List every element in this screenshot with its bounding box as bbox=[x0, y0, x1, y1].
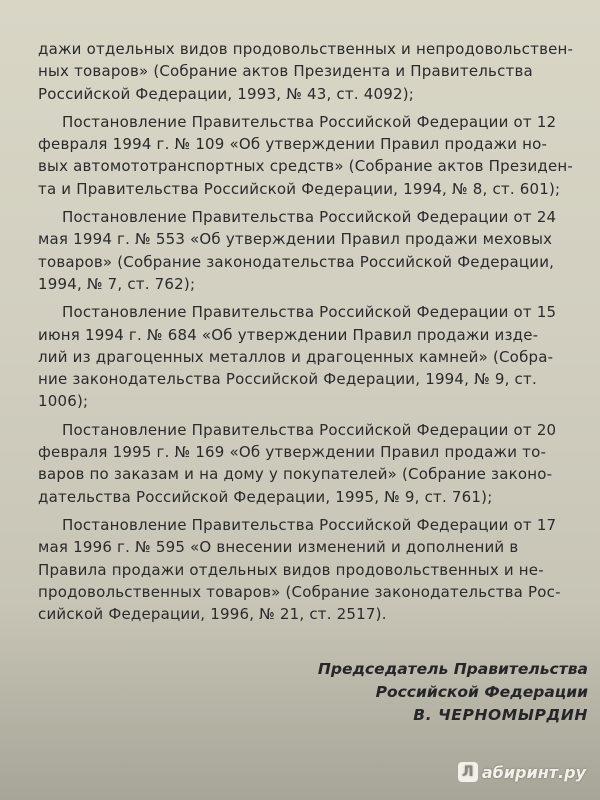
text-line: февраля 1995 г. № 169 «Об утверждении Правил продажи то- bbox=[38, 443, 547, 462]
text-line: дательства Российской Федерации, 1995, № 9, ст. 761); bbox=[38, 487, 493, 506]
labirint-logo-icon: Л bbox=[458, 762, 478, 782]
document-body bbox=[38, 38, 593, 625]
text-line: Постановление Правительства Российской Федерации от 15 bbox=[62, 303, 557, 322]
signature-title-line-2: Российской Федерации bbox=[375, 683, 588, 701]
text-line: ние законодательства Российской Федерации, 1994, № 9, ст. bbox=[38, 370, 537, 389]
text-line: мая 1996 г. № 595 «О внесении изменений и дополнений в bbox=[38, 538, 519, 557]
paragraph-6 bbox=[38, 514, 593, 625]
text-line: лий из драгоценных металлов и драгоценных камней» (Собра- bbox=[38, 347, 554, 366]
text-line: сийской Федерации, 1996, № 21, ст. 2517). bbox=[38, 605, 387, 624]
signature-block bbox=[318, 658, 588, 727]
text-line: июня 1994 г. № 684 «Об утверждении Правил продажи изде- bbox=[38, 325, 539, 344]
text-line: мая 1994 г. № 553 «Об утверждении Правил продажи меховых bbox=[38, 230, 553, 249]
text-line: Российской Федерации, 1993, № 43, ст. 4092); bbox=[38, 84, 415, 103]
text-line: 1994, № 7, ст. 762); bbox=[38, 274, 196, 293]
paragraph-3 bbox=[38, 206, 593, 295]
text-line: Постановление Правительства Российской Федерации от 24 bbox=[62, 208, 557, 227]
text-line: та и Правительства Российской Федерации, 1994, № 8, ст. 601); bbox=[38, 179, 561, 198]
text-line: ных товаров» (Собрание актов Президента и Правительства bbox=[38, 62, 533, 81]
text-line: вых автомототранспортных средств» (Собрание актов Президен- bbox=[38, 157, 574, 176]
watermark bbox=[458, 762, 586, 782]
text-line: Постановление Правительства Российской Федерации от 17 bbox=[62, 515, 557, 534]
watermark-text: абиринт.ру bbox=[481, 762, 586, 782]
text-line: 1006); bbox=[38, 392, 89, 411]
text-line: февраля 1994 г. № 109 «Об утверждении Правил продажи но- bbox=[38, 135, 548, 154]
text-line: дажи отдельных видов продовольственных и непродовольствен- bbox=[38, 40, 574, 58]
text-line: Постановление Правительства Российской Федерации от 12 bbox=[62, 112, 557, 131]
text-line: продовольственных товаров» (Собрание законодательства Рос- bbox=[38, 582, 561, 601]
paragraph-2 bbox=[38, 111, 593, 200]
paragraph-1 bbox=[38, 38, 593, 105]
paragraph-4 bbox=[38, 301, 593, 412]
text-line: варов по заказам и на дому у покупателей» (Собрание законо- bbox=[38, 465, 553, 484]
text-line: товаров» (Собрание законодательства Российской Федерации, bbox=[38, 252, 555, 271]
signature-title-line-1: Председатель Правительства bbox=[317, 660, 588, 678]
signature-name: В. ЧЕРНОМЫРДИН bbox=[413, 706, 588, 724]
paragraph-5 bbox=[38, 419, 593, 508]
text-line: Постановление Правительства Российской Федерации от 20 bbox=[62, 420, 557, 439]
text-line: Правила продажи отдельных видов продовольственных и не- bbox=[38, 560, 544, 579]
